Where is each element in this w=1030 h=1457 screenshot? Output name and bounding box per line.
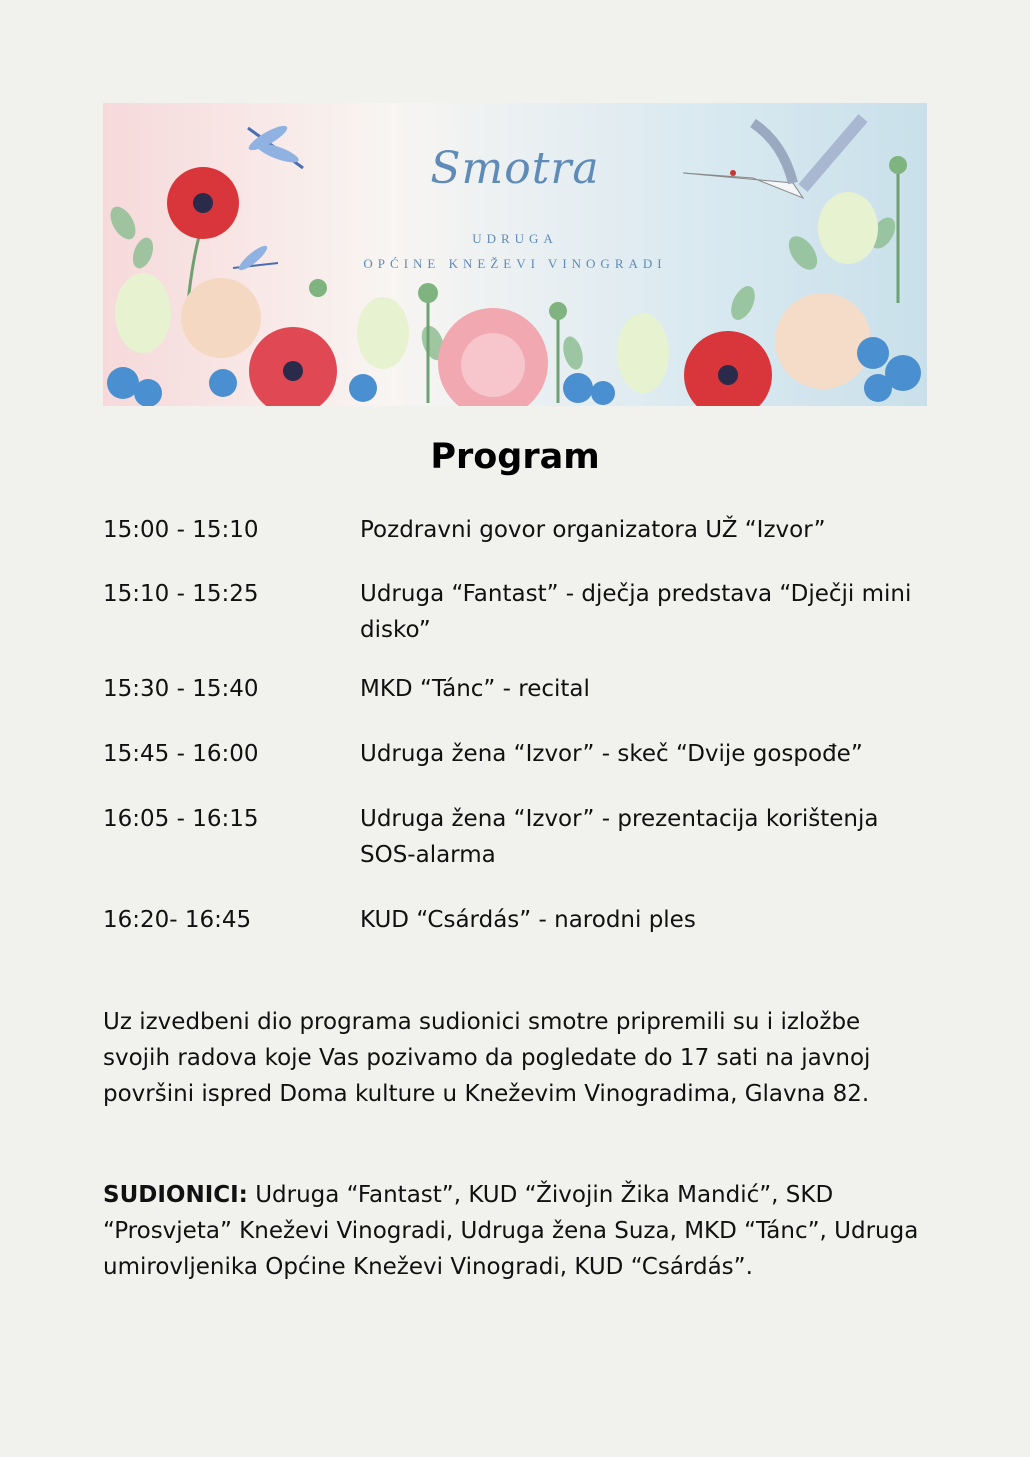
schedule-row <box>103 736 927 772</box>
schedule-time: 15:10 - 15:25 <box>103 581 259 607</box>
banner-subtitle-line1: UDRUGA <box>472 231 558 246</box>
exhibition-paragraph: Uz izvedbeni dio programa sudionici smotre pripremili su i izložbe svojih radova koje Vas pozivamo da pogledate do 17 sati na javnoj površini ispred Doma kulture u Kneževim Vinogradima, Glavna 82. <box>103 1009 871 1107</box>
schedule-description: Pozdravni govor organizatora UŽ “Izvor” <box>360 517 826 543</box>
schedule-description: Udruga “Fantast” - dječja predstava “Dječji mini disko” <box>360 581 912 643</box>
banner-title: Smotra <box>430 143 600 194</box>
schedule-row <box>103 801 927 873</box>
schedule-description: KUD “Csárdás” - narodni ples <box>360 907 696 933</box>
schedule-row <box>103 512 927 548</box>
schedule-row <box>103 902 927 938</box>
participants-label: SUDIONICI: <box>103 1182 248 1208</box>
schedule-time: 15:30 - 15:40 <box>103 676 259 702</box>
schedule-row <box>103 671 927 707</box>
participants-paragraph <box>103 1177 927 1285</box>
banner-illustration <box>103 103 927 406</box>
schedule-row <box>103 576 927 648</box>
banner-subtitle-line2: OPĆINE KNEŽEVI VINOGRADI <box>363 256 667 271</box>
schedule-description: MKD “Tánc” - recital <box>360 676 590 702</box>
page-title: Program <box>430 437 600 477</box>
schedule-description: Udruga žena “Izvor” - skeč “Dvije gospođe” <box>360 741 863 767</box>
participants-text: Udruga “Fantast”, KUD “Živojin Žika Mandić”, SKD “Prosvjeta” Kneževi Vinogradi, Udruga žena Suza, MKD “Tánc”, Udruga umirovljenika Općine Kneževi Vinogradi, KUD “Csárdás”. <box>103 1182 919 1280</box>
schedule-time: 16:05 - 16:15 <box>103 806 259 832</box>
schedule-time: 15:00 - 15:10 <box>103 517 259 543</box>
schedule-description: Udruga žena “Izvor” - prezentacija korištenja SOS-alarma <box>360 806 879 868</box>
schedule-time: 16:20- 16:45 <box>103 907 252 933</box>
schedule-time: 15:45 - 16:00 <box>103 741 259 767</box>
